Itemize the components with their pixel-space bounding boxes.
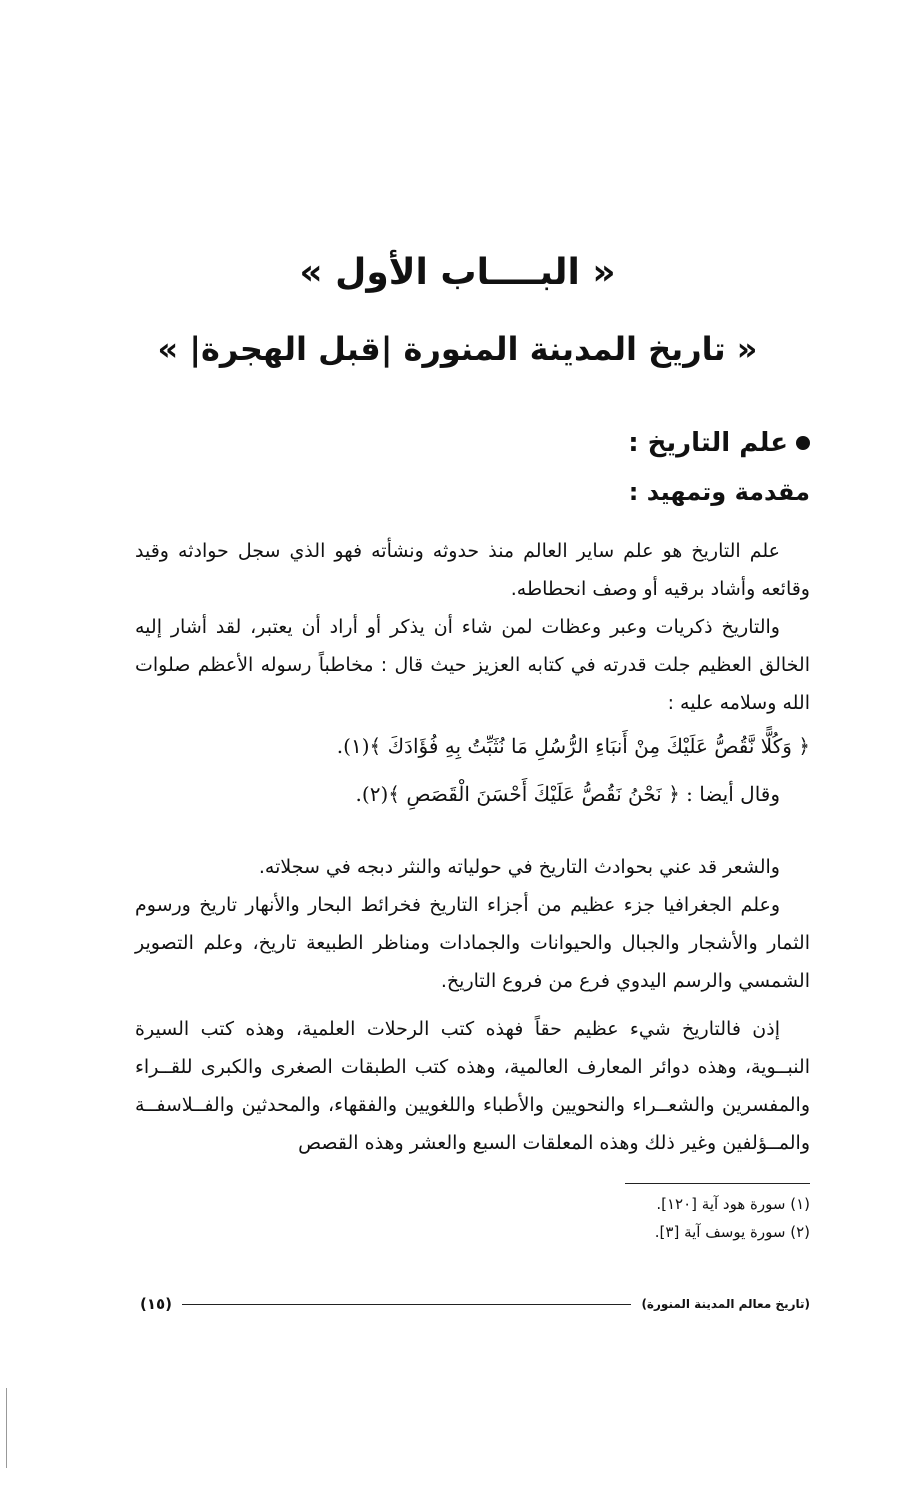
sub-heading: مقدمة وتمهيد : [628, 478, 810, 506]
footnote-2: (٢) سورة يوسف آية [٣]. [654, 1223, 810, 1241]
bullet-icon [796, 436, 810, 450]
paragraph-4: وعلم الجغرافيا جزء عظيم من أجزاء التاريخ فخرائط البحار والأنهار تاريخ ورسوم الثمار والأشجار والجبال والحيوانات والجمادات ومناظر الطبيعة تاريخ، وعلم التصوير الشمسي والرسم اليدوي فرع من فروع التاريخ. [135, 894, 810, 992]
page-number: (١٥) [140, 1295, 173, 1313]
paragraph-3: والشعر قد عني بحوادث التاريخ في حولياته والنثر دبجه في سجلاته. [258, 856, 780, 878]
intro-text-block [135, 532, 810, 818]
footnotes [655, 1190, 810, 1246]
quran-verse-2: وقال أيضا : ﴿ نَحْنُ نَقُصُّ عَلَيْكَ أَحْسَنَ الْقَصَصِ ﴾(٢). [355, 782, 780, 806]
quran-verse-1: ﴿ وَكُلًّا نَّقُصُّ عَلَيْكَ مِنْ أَنبَاءِ الرُّسُلِ مَا نُثَبِّتُ بِهِ فُؤَادَكَ ﴾(١). [336, 734, 810, 758]
scan-edge-mark [6, 1388, 7, 1468]
chapter-title: « البــــاب الأول » [299, 252, 616, 293]
paragraph-2: والتاريخ ذكريات وعبر وعظات لمن شاء أن يذكر أو أراد أن يعتبر، لقد أشار إليه الخالق العظيم جلت قدرته في كتابه العزيز حيث قال : مخاطباً رسوله الأعظم صلوات الله وسلامه عليه : [135, 616, 810, 714]
footnote-1: (١) سورة هود آية [١٢٠]. [656, 1195, 810, 1213]
section-heading [628, 428, 810, 458]
footer-book-title: (تاريخ معالم المدينة المنورة) [641, 1297, 810, 1311]
paragraph-5: إذن فالتاريخ شيء عظيم حقاً فهذه كتب الرحلات العلمية، وهذه كتب السيرة النبــوية، وهذه دوائر المعارف العالمية، وهذه كتب الطبقات الصغرى والكبرى للقــراء والمفسرين والشعــراء والنحويين والأطباء واللغويين والفقهاء، والمحدثين والفــلاسفــة والمــؤلفين وغير ذلك وهذه المعلقات السبع والعشر وهذه القصص [135, 1018, 810, 1154]
footnote-divider [625, 1183, 810, 1184]
chapter-subtitle: « تاريخ المدينة المنورة |قبل الهجرة| » [157, 330, 758, 368]
main-text-block [135, 848, 810, 1162]
section-heading-text: علم التاريخ : [628, 428, 788, 458]
footer-rule [182, 1304, 631, 1305]
paragraph-1: علم التاريخ هو علم ساير العالم منذ حدوثه ونشأته فهو الذي سجل حوادثه وقيد وقائعه وأشاد برقيه أو وصف انحطاطه. [135, 540, 810, 600]
page-footer [140, 1295, 810, 1313]
